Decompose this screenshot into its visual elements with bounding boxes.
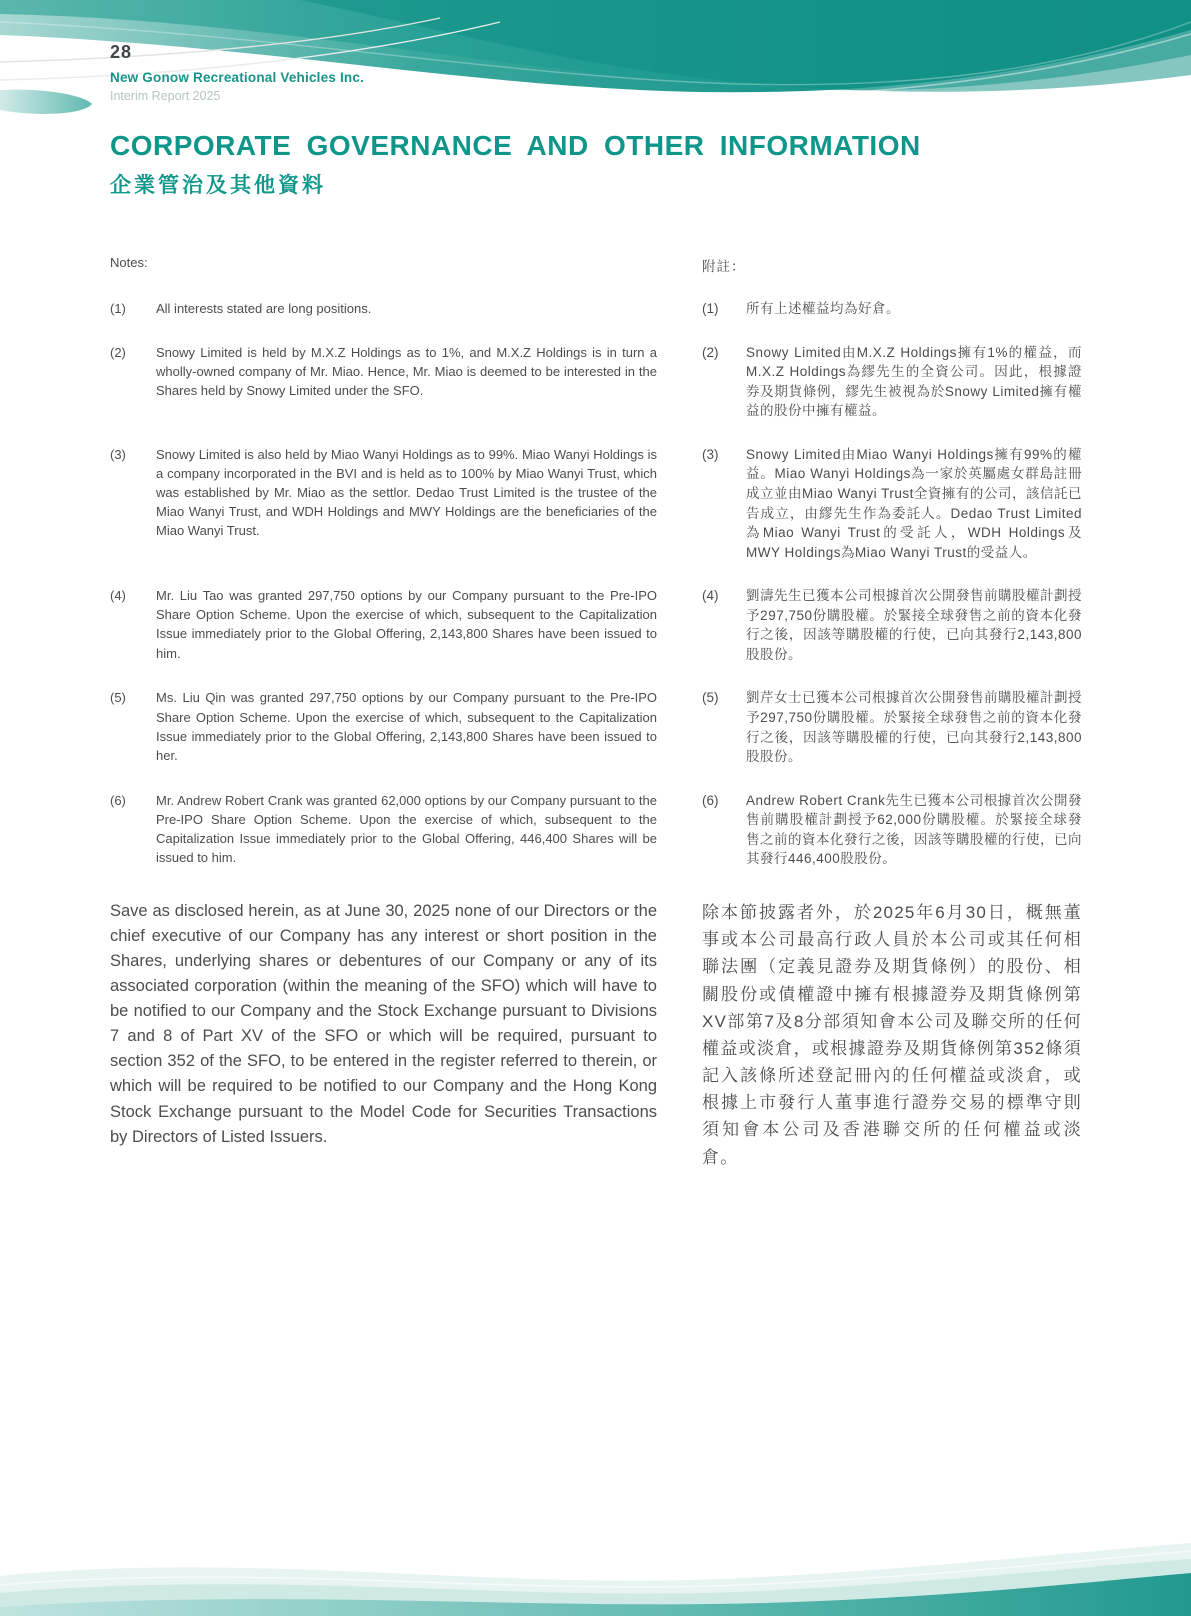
note-item-zh-1: [702, 299, 1082, 319]
company-name: New Gonow Recreational Vehicles Inc.: [110, 70, 365, 85]
note-text: Ms. Liu Qin was granted 297,750 options by our Company pursuant to the Pre-IPO Share Option Scheme. Upon the exercise of which, subsequent to the Capitalization Issue immediately prior to the Global Offering, 2,143,800 Shares have been issued to her.: [156, 690, 657, 763]
note-text: 劉芹女士已獲本公司根據首次公開發售前購股權計劃授予297,750份購股權。於緊接全球發售之前的資本化發行之後，因該等購股權的行使，已向其發行2,143,800股股份。: [746, 690, 1082, 765]
note-number: (6): [110, 792, 126, 808]
note-text: Snowy Limited is held by M.X.Z Holdings as to 1%, and M.X.Z Holdings is in turn a wholly-owned company of Mr. Miao. Hence, Mr. Miao is deemed to be interested in the Shares held by Snowy Limited under the SFO.: [156, 344, 657, 398]
notes-heading-en: Notes:: [110, 255, 148, 270]
notes-columns: [110, 255, 1082, 1171]
note-item-zh-4: [702, 586, 1082, 664]
note-item-zh-5: [702, 688, 1082, 766]
note-text: All interests stated are long positions.: [156, 301, 372, 316]
note-number: (6): [702, 792, 719, 808]
note-text: Snowy Limited is also held by Miao Wanyi Holdings as to 99%. Miao Wanyi Holdings is a company incorporated in the BVI and is held as to 100% by Miao Wanyi Trust, which was established by Mr. Miao as the settlor. Dedao Trust Limited is the trustee of the Miao Wanyi Trust, and WDH Holdings and MWY Holdings are the beneficiaries of the Miao Wanyi Trust.: [156, 446, 657, 539]
note-text: Snowy Limited由M.X.Z Holdings擁有1%的權益，而M.X.Z Holdings為繆先生的全資公司。因此，根據證券及期貨條例，繆先生被視為於Snowy Limited擁有權益的股份中擁有權益。: [746, 344, 1082, 419]
note-item-en-4: [110, 586, 657, 664]
note-text: Snowy Limited由Miao Wanyi Holdings擁有99%的權益。Miao Wanyi Holdings為一家於英屬處女群島註冊成立並由Miao Wanyi Trust全資擁有的公司，該信託已告成立，由繆先生作為委託人。Dedao Trust Limited為Miao Wanyi Trust的受託人，WDH Holdings及MWY Holdings為Miao Wanyi Trust的受益人。: [746, 446, 1082, 560]
note-item-en-6: [110, 791, 657, 869]
note-item-zh-3: [702, 445, 1082, 562]
page-header: [110, 42, 364, 103]
note-number: (3): [702, 446, 719, 462]
note-number: (2): [702, 344, 719, 360]
closing-paragraph-zh: 除本節披露者外，於2025年6月30日，概無董事或本公司最高行政人員於本公司或其任何相聯法團（定義見證券及期貨條例）的股份、相關股份或債權證中擁有根據證券及期貨條例第XV部第7及8分部須知會本公司及聯交所的任何權益或淡倉，或根據證券及期貨條例第352條須記入該條所述登記冊內的任何權益或淡倉，或根據上市發行人董事進行證券交易的標準守則須知會本公司及香港聯交所的任何權益或淡倉。: [702, 902, 1082, 1167]
note-number: (3): [110, 446, 126, 462]
note-text: Mr. Andrew Robert Crank was granted 62,000 options by our Company pursuant to the Pre-IPO Share Option Scheme. Upon the exercise of which, subsequent to the Capitalization Issue immediately prior to the Global Offering, 446,400 Shares will be issued to him.: [156, 792, 657, 866]
note-number: (1): [702, 301, 719, 316]
report-name: Interim Report 2025: [110, 89, 221, 103]
note-item-en-2: [110, 343, 657, 421]
note-text: 劉濤先生已獲本公司根據首次公開發售前購股權計劃授予297,750份購股權。於緊接全球發售之前的資本化發行之後，因該等購股權的行使，已向其發行2,143,800股股份。: [746, 588, 1082, 662]
closing-paragraph-en: Save as disclosed herein, as at June 30, 2025 none of our Directors or the chief executive of our Company has any interest or short position in the Shares, underlying shares or debentures of our Company or any of its associated corporation (within the meaning of the SFO) which will have to be notified to our Company and the Stock Exchange pursuant to Divisions 7 and 8 of Part XV of the SFO or which will be required, pursuant to section 352 of the SFO, to be entered in the register referred to therein, or which will be required to be notified to our Company and the Hong Kong Stock Exchange pursuant to the Model Code for Securities Transactions by Directors of Listed Issuers.: [110, 901, 657, 1146]
note-number: (2): [110, 344, 126, 360]
note-number: (1): [110, 301, 126, 316]
note-text: Mr. Liu Tao was granted 297,750 options by our Company pursuant to the Pre-IPO Share Option Scheme. Upon the exercise of which, subsequent to the Capitalization Issue immediately prior to the Global Offering, 2,143,800 Shares have been issued to him.: [156, 588, 657, 661]
notes-heading-zh: 附註：: [702, 259, 746, 274]
note-item-en-1: [110, 299, 657, 319]
bottom-wave-decoration: [0, 1521, 1191, 1616]
page-number: 28: [110, 42, 133, 62]
note-item-en-3: [110, 445, 657, 562]
note-item-zh-6: [702, 791, 1082, 869]
note-number: (5): [110, 690, 126, 706]
section-title-zh: 企業管治及其他資料: [110, 174, 326, 198]
section-title-block: [110, 130, 1090, 199]
note-number: (4): [110, 588, 126, 604]
note-text: Andrew Robert Crank先生已獲本公司根據首次公開發售前購股權計劃授予62,000份購股權。於緊接全球發售之前的資本化發行之後，因該等購股權的行使，已向其發行446,400股股份。: [746, 792, 1082, 867]
note-number: (4): [702, 588, 719, 604]
note-item-en-5: [110, 688, 657, 766]
section-title-en: CORPORATE GOVERNANCE AND OTHER INFORMATION: [110, 130, 921, 161]
note-text: 所有上述權益均為好倉。: [746, 301, 900, 316]
note-number: (5): [702, 690, 719, 706]
note-item-zh-2: [702, 343, 1082, 421]
